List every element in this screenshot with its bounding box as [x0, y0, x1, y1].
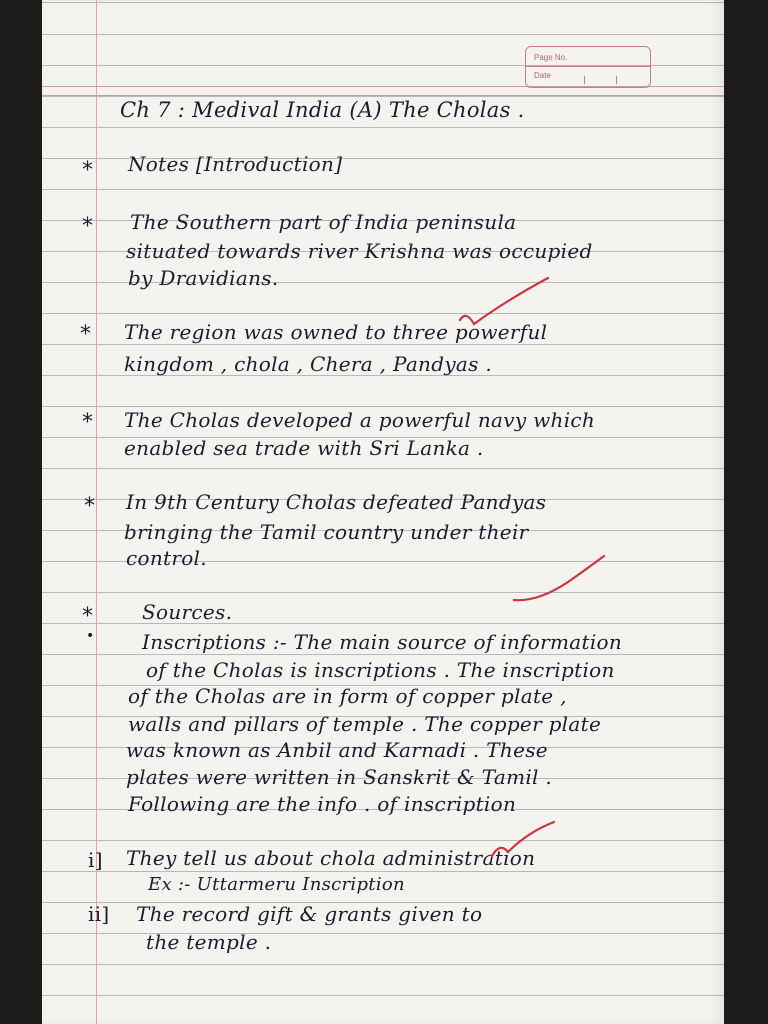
bullet-6: •	[86, 628, 95, 644]
page-title: Ch 7 : Medival India (A) The Cholas .	[120, 98, 525, 122]
para5-line1: Inscriptions :- The main source of information	[142, 630, 623, 654]
notes-heading: Notes [Introduction]	[128, 152, 343, 176]
bullet-2: *	[80, 322, 91, 347]
para5-line2: of the Cholas is inscriptions . The inscription	[146, 658, 615, 682]
para5-line6: plates were written in Sanskrit & Tamil .	[126, 765, 553, 789]
bullet-4: *	[84, 494, 95, 519]
para3-line1: The Cholas developed a powerful navy which	[124, 408, 596, 432]
check-mark-icon	[508, 552, 608, 612]
para5-line5: was known as Anbil and Karnadi . These	[126, 738, 548, 762]
para2-line1: The region was owned to three powerful	[124, 320, 548, 344]
list-item-1-line1: They tell us about chola administration	[126, 846, 536, 870]
para4-line2: bringing the Tamil country under their	[124, 520, 529, 544]
check-mark-icon	[452, 274, 552, 334]
para3-line2: enabled sea trade with Sri Lanka .	[124, 436, 484, 460]
para4-line3: control.	[126, 546, 207, 570]
list-item-2-line1: The record gift & grants given to	[136, 902, 483, 926]
para1-line1: The Southern part of India peninsula	[130, 210, 517, 234]
list-marker-1: i]	[88, 848, 103, 872]
notebook-page	[42, 0, 724, 1024]
page-date-box	[525, 46, 651, 88]
list-marker-2: ii]	[88, 902, 110, 926]
check-mark-icon	[488, 818, 558, 862]
list-item-1-line2: Ex :- Uttarmeru Inscription	[148, 874, 405, 895]
para5-line7: Following are the info . of inscription	[128, 792, 517, 816]
list-item-2-line2: the temple .	[146, 930, 272, 954]
date-label: Date	[534, 71, 551, 80]
bullet-3: *	[82, 410, 93, 435]
bullet-notes: *	[82, 158, 93, 183]
bullet-1: *	[82, 214, 93, 239]
para1-line3: by Dravidians.	[128, 266, 279, 290]
para4-line1: In 9th Century Cholas defeated Pandyas	[126, 490, 547, 514]
para1-line2: situated towards river Krishna was occupied	[126, 239, 593, 263]
para5-line4: walls and pillars of temple . The copper plate	[128, 712, 602, 736]
sources-heading: Sources.	[142, 600, 233, 624]
page-no-label: Page No.	[534, 53, 568, 62]
para5-line3: of the Cholas are in form of copper plate ,	[128, 684, 567, 708]
para2-line2: kingdom , chola , Chera , Pandyas .	[124, 352, 493, 376]
bullet-5: *	[82, 604, 93, 629]
